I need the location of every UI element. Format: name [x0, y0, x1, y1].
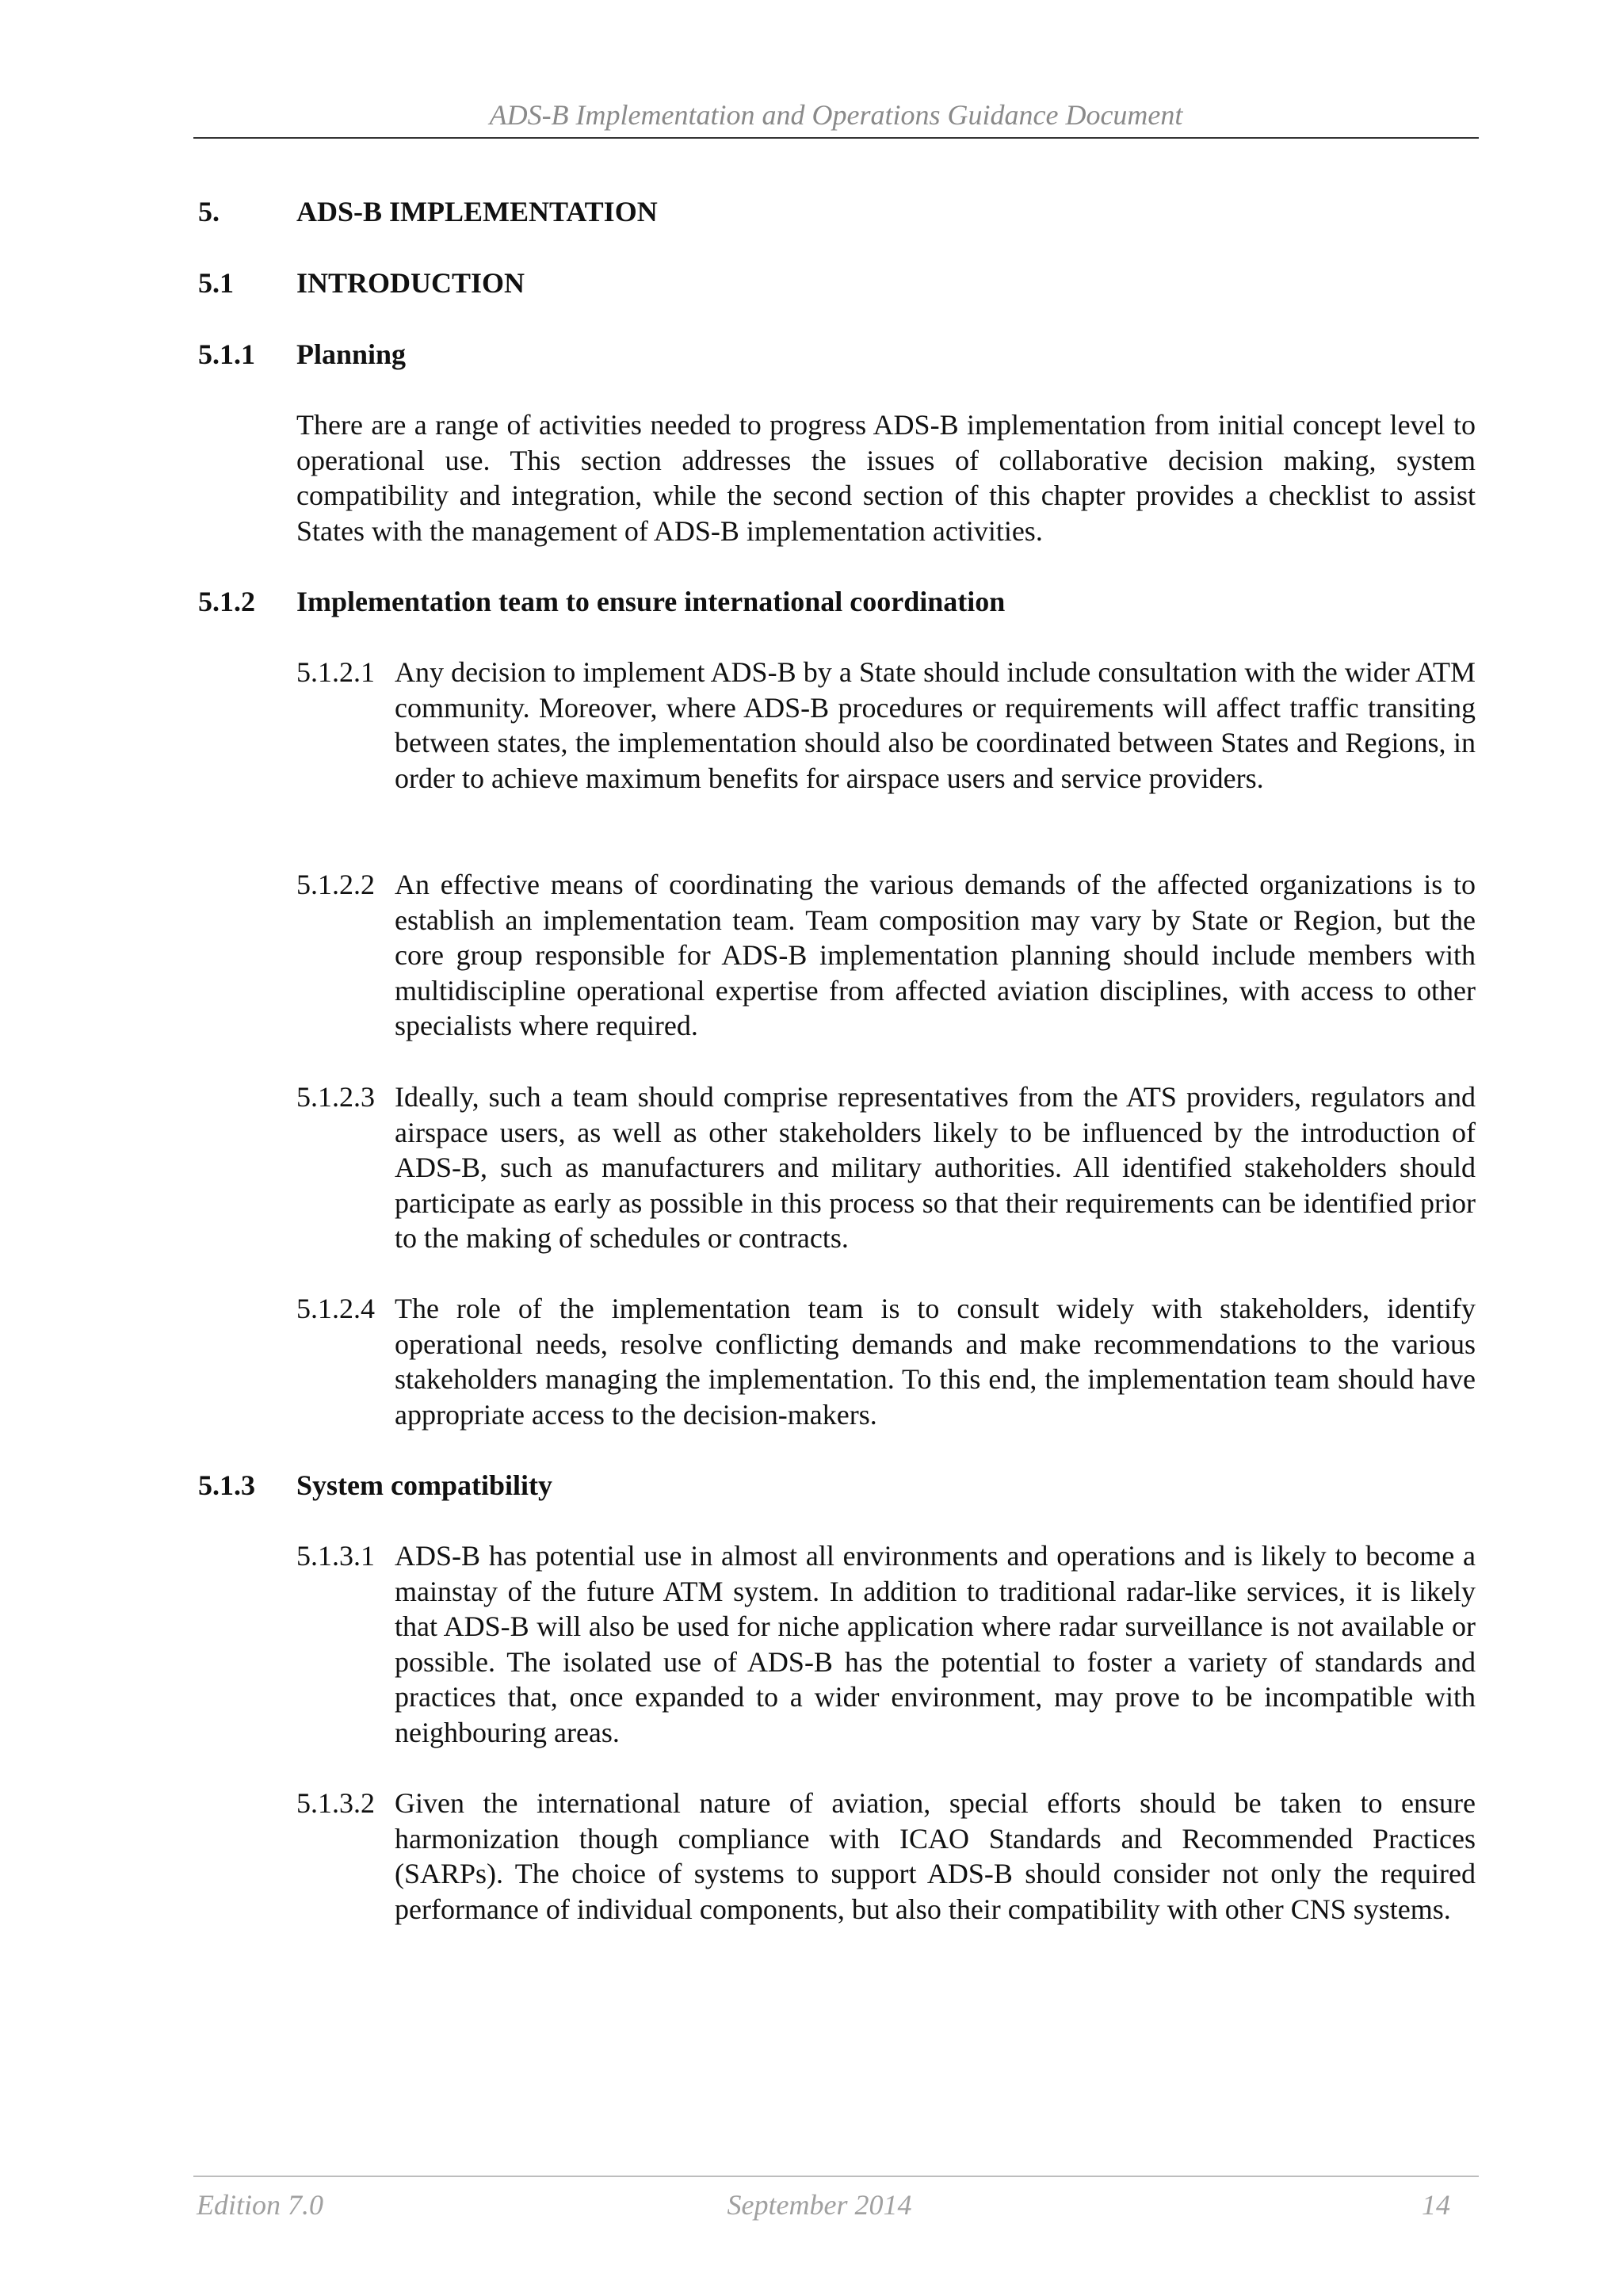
- chapter-title: ADS-B IMPLEMENTATION: [296, 196, 658, 227]
- paragraph-text: Given the international nature of aviation, special efforts should be taken to ensure harmonization though compliance with ICAO Standards and Recommended Practices (SARPs). The choice of systems to support ADS-B should consider not only the required performance of individual components, but also their compatibility with other CNS systems.: [395, 1787, 1476, 1925]
- paragraph-number: 5.1.2.1: [296, 656, 375, 688]
- paragraph-number: 5.1.2.3: [296, 1081, 375, 1113]
- paragraph-number: 5.1.3.1: [296, 1540, 375, 1572]
- paragraph-text: Ideally, such a team should comprise representatives from the ATS providers, regulators and airspace users, as well as other stakeholders likely to be influenced by the introduction of ADS-B, such as manufacturers and military authorities. All identified stakeholders should participate as early as possible in this process so that their requirements can be identified prior to the making of schedules or contracts.: [395, 1081, 1476, 1255]
- paragraph-5-1-2-1: [296, 655, 1476, 796]
- paragraph-number: 5.1.2.4: [296, 1293, 375, 1324]
- paragraph-number: 5.1.2.2: [296, 869, 375, 900]
- chapter-number: 5.: [198, 196, 220, 227]
- subsection-title: Planning: [296, 338, 407, 370]
- footer-date: September 2014: [727, 2189, 912, 2221]
- footer-edition: Edition 7.0: [197, 2189, 323, 2221]
- paragraph-5-1-3-1: [296, 1538, 1476, 1751]
- subsection-number: 5.1.1: [198, 338, 255, 370]
- page-number: 14: [1422, 2189, 1450, 2221]
- subsection-number: 5.1.2: [198, 586, 255, 617]
- paragraph-5-1-3-2: [296, 1786, 1476, 1927]
- paragraph-text: An effective means of coordinating the various demands of the affected organizations is to establish an implementation team. Team composition may vary by State or Region, but the core group responsible for ADS-B implementation planning should include members with multidiscipline operational expertise from affected aviation disciplines, with access to other specialists where required.: [395, 869, 1476, 1042]
- subsection-title: Implementation team to ensure international coordination: [296, 586, 1006, 617]
- paragraph-number: 5.1.3.2: [296, 1787, 375, 1819]
- section-number: 5.1: [198, 267, 234, 299]
- paragraph-5-1-2-3: [296, 1079, 1476, 1256]
- paragraph-text: The role of the implementation team is to consult widely with stakeholders, identify operational needs, resolve conflicting demands and make recommendations to the various stakeholders managing the implementation. To this end, the implementation team should have appropriate access to the decision-makers.: [395, 1293, 1476, 1431]
- paragraph-text: Any decision to implement ADS-B by a State should include consultation with the wider ATM community. Moreover, where ADS-B procedures or requirements will affect traffic transiting between states, the implementation should also be coordinated between States and Regions, in order to achieve maximum benefits for airspace users and service providers.: [395, 656, 1476, 794]
- planning-paragraph: There are a range of activities needed to progress ADS-B implementation from initial concept level to operational use. This section addresses the issues of collaborative decision making, system compatibility and integration, while the second section of this chapter provides a checklist to assist States with the management of ADS-B implementation activities.: [296, 409, 1476, 547]
- subsection-title: System compatibility: [296, 1469, 552, 1501]
- paragraph-text: ADS-B has potential use in almost all environments and operations and is likely to become a mainstay of the future ATM system. In addition to traditional radar-like services, it is likely that ADS-B will also be used for niche application where radar surveillance is not available or possible. The isolated use of ADS-B has the potential to foster a variety of standards and practices that, once expanded to a wider environment, may prove to be incompatible with neighbouring areas.: [395, 1540, 1476, 1748]
- paragraph-5-1-2-2: [296, 867, 1476, 1044]
- subsection-number: 5.1.3: [198, 1469, 255, 1501]
- paragraph-5-1-2-4: [296, 1291, 1476, 1432]
- running-footer: [193, 2176, 1479, 2221]
- section-title: INTRODUCTION: [296, 267, 525, 299]
- running-header: ADS-B Implementation and Operations Guidance Document: [193, 94, 1479, 139]
